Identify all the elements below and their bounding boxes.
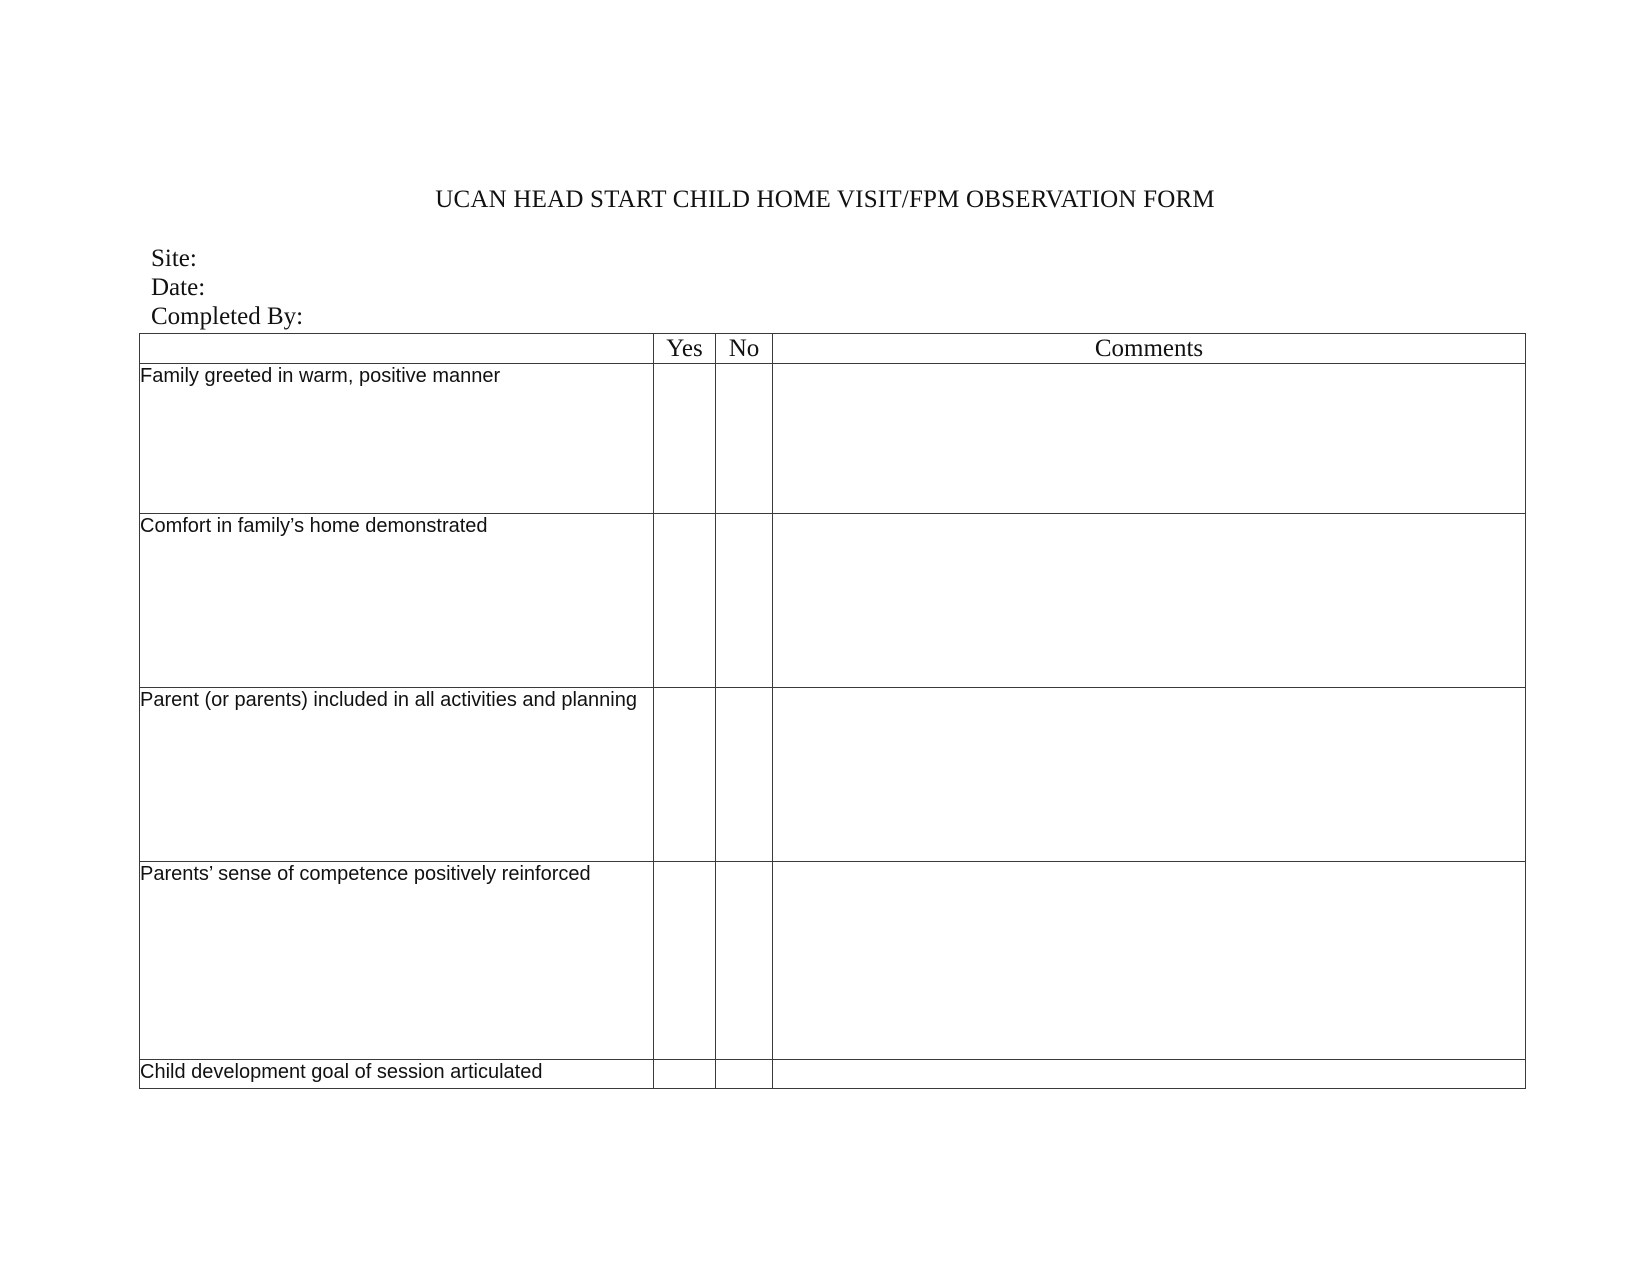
- no-cell[interactable]: [716, 1060, 773, 1089]
- no-cell[interactable]: [716, 364, 773, 514]
- form-header-fields: [151, 244, 303, 331]
- row-item-label: Parent (or parents) included in all activities and planning: [140, 688, 654, 862]
- no-cell[interactable]: [716, 862, 773, 1060]
- header-item: [140, 334, 654, 364]
- table-row: [140, 1060, 1526, 1089]
- no-cell[interactable]: [716, 688, 773, 862]
- completed-by-label: Completed By:: [151, 303, 304, 330]
- comments-cell[interactable]: [773, 862, 1526, 1060]
- comments-cell[interactable]: [773, 688, 1526, 862]
- yes-cell[interactable]: [654, 364, 716, 514]
- row-item-label: Comfort in family’s home demonstrated: [140, 514, 654, 688]
- form-title: UCAN HEAD START CHILD HOME VISIT/FPM OBSERVATION FORM: [435, 186, 1215, 213]
- yes-cell[interactable]: [654, 1060, 716, 1089]
- observation-table: [139, 333, 1526, 1089]
- table-row: [140, 514, 1526, 688]
- header-yes: Yes: [654, 334, 716, 364]
- table-row: [140, 688, 1526, 862]
- row-item-label: Child development goal of session articulated: [140, 1060, 654, 1089]
- row-item-label: Family greeted in warm, positive manner: [140, 364, 654, 514]
- comments-cell[interactable]: [773, 364, 1526, 514]
- no-cell[interactable]: [716, 514, 773, 688]
- date-label: Date:: [151, 274, 206, 301]
- table-row: [140, 862, 1526, 1060]
- header-no: No: [716, 334, 773, 364]
- row-item-label: Parents’ sense of competence positively reinforced: [140, 862, 654, 1060]
- comments-cell[interactable]: [773, 514, 1526, 688]
- table-header-row: [140, 334, 1526, 364]
- table-row: [140, 364, 1526, 514]
- yes-cell[interactable]: [654, 862, 716, 1060]
- yes-cell[interactable]: [654, 514, 716, 688]
- yes-cell[interactable]: [654, 688, 716, 862]
- header-comments: Comments: [773, 334, 1526, 364]
- comments-cell[interactable]: [773, 1060, 1526, 1089]
- site-label: Site:: [151, 245, 197, 272]
